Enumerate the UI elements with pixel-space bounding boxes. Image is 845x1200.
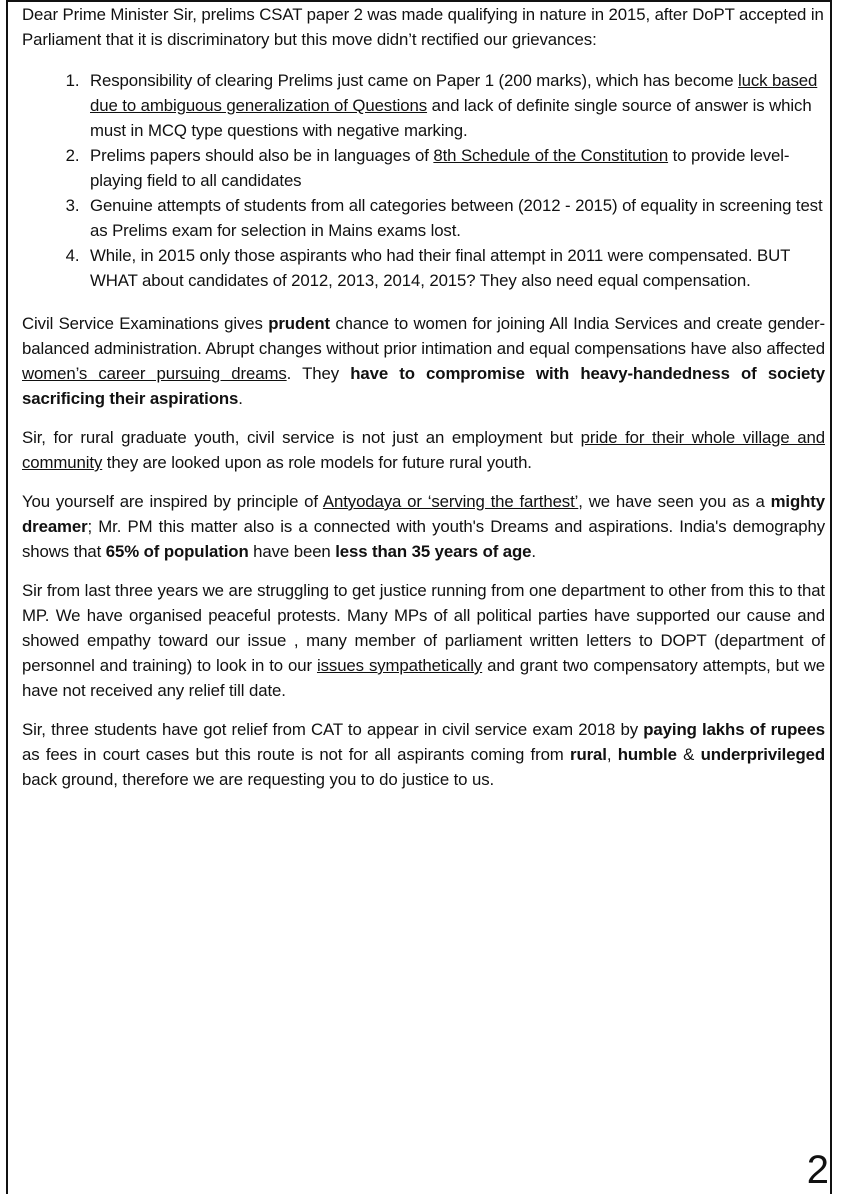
list-item: 3. Genuine attempts of students from all categories between (2012 - 2015) of equality in screening test as Prelims exam for selection in Mains exams lost.: [84, 193, 825, 243]
list-item: 4. While, in 2015 only those aspirants who had their final attempt in 2011 were compensated. BUT WHAT about candidates of 2012, 2013, 2014, 2015? They also need equal compensation.: [84, 243, 825, 293]
women-paragraph: Civil Service Examinations gives prudent chance to women for joining All India Services and create gender-balanced administration. Abrupt changes without prior intimation and equal compensations have also affected women’s career pursuing dreams. They have to compromise with heavy-handedness of society sacrificing their aspirations.: [22, 314, 825, 408]
list-item: 2. Prelims papers should also be in languages of 8th Schedule of the Constitution to provide level-playing field to all candidates: [84, 143, 825, 193]
cat-relief-paragraph: Sir, three students have got relief from CAT to appear in civil service exam 2018 by paying lakhs of rupees as fees in court cases but this route is not for all aspirants coming from rural, humble & underprivileged back ground, therefore we are requesting you to do justice to us.: [22, 720, 826, 789]
rural-youth-paragraph: Sir, for rural graduate youth, civil service is not just an employment but pride for their whole village and community they are looked upon as role models for future rural youth.: [22, 428, 825, 472]
struggle-paragraph: Sir from last three years we are struggling to get justice running from one department to other from this to that MP. We have organised peaceful protests. Many MPs of all political parties have supported our cause and showed empathy toward our issue , many member of parliament written letters to DOPT (department of personnel and training) to look in to our issues sympathetically and grant two compensatory attempts, but we have not received any relief till date.: [22, 581, 825, 700]
intro-paragraph: Dear Prime Minister Sir, prelims CSAT paper 2 was made qualifying in nature in 2015, after DoPT accepted in Parliament that it is discriminatory but this move didn’t rectified our grievances:: [22, 5, 824, 49]
antyodaya-paragraph: You yourself are inspired by principle of Antyodaya or ‘serving the farthest’, we have seen you as a mighty dreamer; Mr. PM this matter also is a connected with youth's Dreams and aspirations. India's demography shows that 65% of population have been less than 35 years of age.: [22, 492, 826, 561]
list-item: 1. Responsibility of clearing Prelims just came on Paper 1 (200 marks), which has become luck based due to ambiguous generalization of Questions and lack of definite single source of answer is which must in MCQ type questions with negative marking.: [84, 68, 825, 143]
grievance-list: [22, 68, 825, 293]
page-number: 2: [806, 1148, 829, 1192]
letter-body: [22, 2, 825, 806]
